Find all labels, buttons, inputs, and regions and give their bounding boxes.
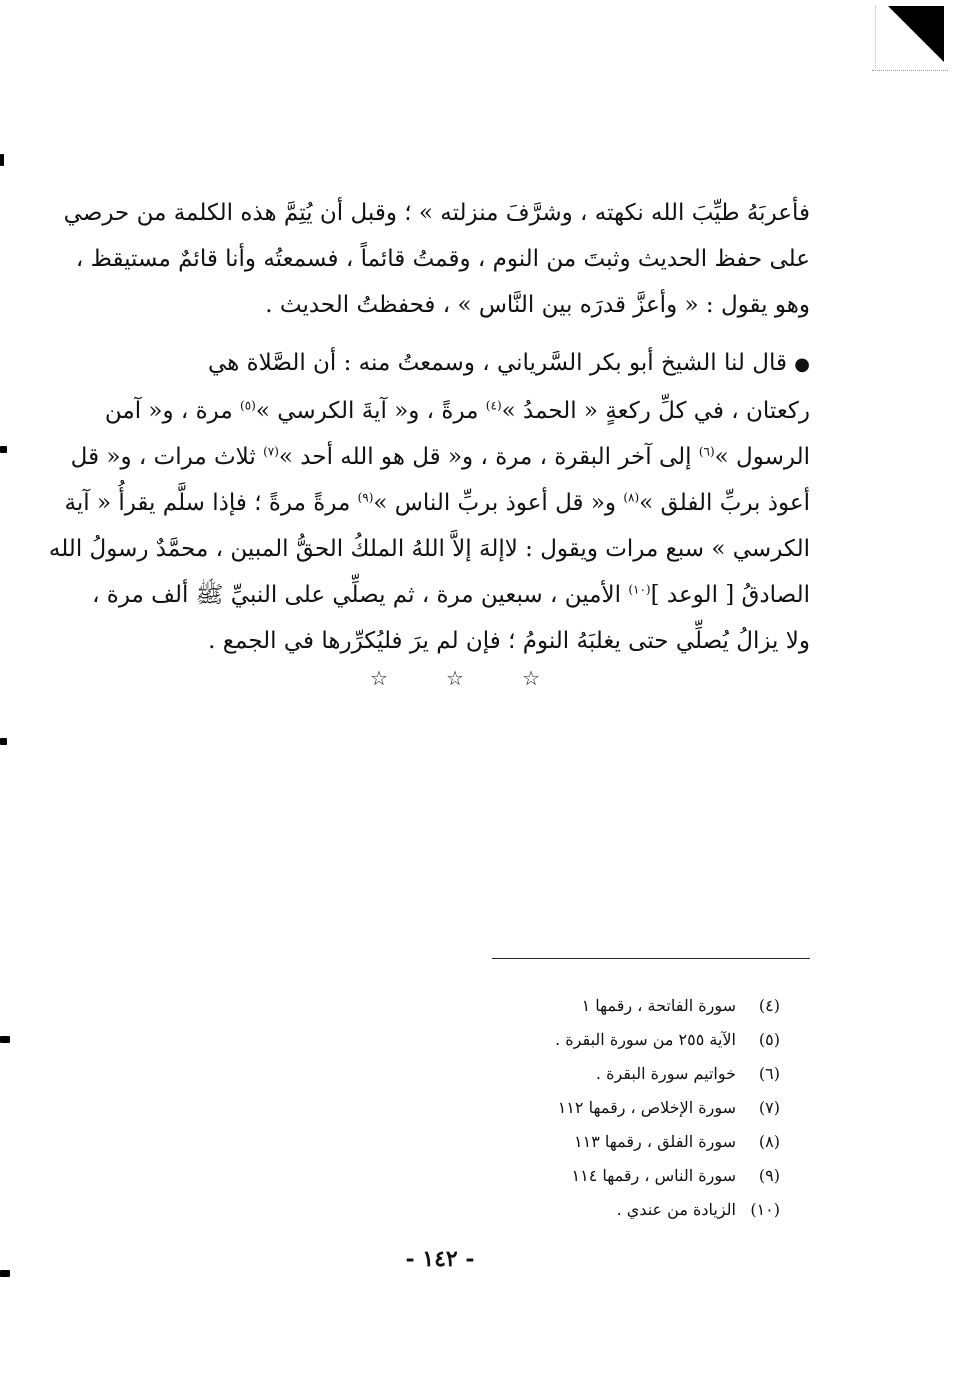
footnote-ref: (٦) — [698, 444, 715, 459]
line-text: الرسول » — [714, 444, 810, 470]
footnote-number: (٩) — [758, 1165, 780, 1185]
scan-corner-mark — [888, 6, 944, 62]
line-text: و« قل أعوذ بربِّ الناس » — [373, 490, 624, 516]
paragraph-line — [92, 572, 810, 618]
scan-dotted-edge — [872, 70, 948, 71]
line-text: إلى آخر البقرة ، مرة ، و« قل هو الله أحد » — [278, 444, 699, 470]
footnote-item — [555, 1124, 780, 1158]
footnote-text: خواتيم سورة البقرة . — [595, 1063, 736, 1083]
line-text: ثلاث مرات ، و« قل — [70, 444, 264, 470]
footnote-text: الآية ٢٥٥ من سورة البقرة . — [555, 1029, 736, 1049]
footnote-item — [555, 1192, 780, 1226]
footnote-ref: (٧) — [263, 444, 279, 459]
footnote-text: سورة الفاتحة ، رقمها ١ — [581, 995, 736, 1015]
binding-mark — [0, 1036, 10, 1043]
star-icon: ☆ — [446, 666, 464, 690]
footnote-ref: (٤) — [485, 398, 502, 413]
body-paragraph-2 — [48, 340, 810, 664]
footnote-item — [555, 1022, 780, 1056]
footnote-ref: (٥) — [240, 398, 256, 413]
body-paragraph-1 — [63, 190, 810, 328]
paragraph-line — [104, 388, 810, 434]
line-text: الكرسي » سبع مرات ويقول : لاإلهَ إلاَّ اللهُ الملكُ الحقُّ المبين ، محمَّدٌ رسولُ الله — [48, 536, 810, 562]
line-text: الصادقُ [ الوعد ] — [650, 582, 810, 608]
footnote-number: (٤) — [758, 995, 780, 1015]
footnote-ref: (٩) — [357, 490, 374, 505]
footnotes-list — [555, 988, 780, 1226]
line-text: ركعتان ، في كلِّ ركعةٍ « الحمدُ » — [501, 398, 810, 424]
star-icon: ☆ — [370, 666, 388, 690]
line-text: أعوذ بربِّ الفلق » — [639, 490, 810, 516]
footnote-number: (١٠) — [750, 1199, 780, 1219]
footnote-item — [555, 1056, 780, 1090]
page-number: - ١٤٢ - — [405, 1246, 475, 1272]
footnote-item — [555, 1158, 780, 1192]
line-text: قال لنا الشيخ أبو بكر السَّرياني ، وسمعتُ منه : أن الصَّلاة هي — [207, 350, 787, 376]
line-text: مرة ، و« آمن — [104, 398, 240, 424]
section-separator — [370, 666, 540, 690]
footnote-text: سورة الإخلاص ، رقمها ١١٢ — [557, 1097, 736, 1117]
footnote-number: (٦) — [758, 1063, 780, 1083]
footnote-item — [555, 1090, 780, 1124]
binding-mark — [0, 1270, 10, 1277]
paragraph-line: فأعربَهُ طيِّبَ الله نكهته ، وشرَّفَ منزلته » ؛ وقبل أن يُتِمَّ هذه الكلمة من حرصي — [63, 200, 810, 226]
paragraph-line — [122, 340, 810, 388]
footnote-number: (٨) — [758, 1131, 780, 1151]
footnote-ref: (١٠) — [628, 582, 651, 597]
paragraph-line — [64, 480, 810, 526]
bullet-icon: ● — [794, 354, 810, 375]
footnote-text: سورة الفلق ، رقمها ١١٣ — [574, 1131, 736, 1151]
paragraph-line: على حفظ الحديث وثبتَ من النوم ، وقمتُ قائماً ، فسمعتُه وأنا قائمٌ مستيقظ ، — [75, 246, 810, 272]
line-text: مرةً ، و« آيةَ الكرسي » — [255, 398, 486, 424]
line-text: الأمين ، سبعين مرة ، ثم يصلِّي على النبيِّ ﷺ ألف مرة ، — [92, 582, 629, 608]
paragraph-line — [122, 618, 810, 664]
line-text: مرةً مرةً ؛ فإذا سلَّم يقرأُ « آية — [64, 490, 358, 516]
footnote-divider — [492, 958, 810, 959]
binding-mark — [0, 446, 7, 453]
footnote-text: الزيادة من عندي . — [616, 1199, 736, 1219]
paragraph-line — [70, 434, 810, 480]
footnote-ref: (٨) — [623, 490, 640, 505]
paragraph-line — [48, 526, 810, 572]
footnote-item — [555, 988, 780, 1022]
line-text: ولا يزالُ يُصلِّي حتى يغلبَهُ النومُ ؛ فإن لم يرَ فليُكرِّرها في الجمع . — [208, 628, 810, 654]
footnote-number: (٥) — [758, 1029, 780, 1049]
binding-mark — [0, 154, 4, 166]
footnote-text: سورة الناس ، رقمها ١١٤ — [571, 1165, 736, 1185]
star-icon: ☆ — [522, 666, 540, 690]
binding-mark — [0, 738, 7, 745]
footnote-number: (٧) — [758, 1097, 780, 1117]
paragraph-line: وهو يقول : « وأعزَّ قدرَه بين النَّاس » ، فحفظتُ الحديث . — [265, 292, 810, 318]
scan-dotted-edge-vertical — [875, 6, 876, 68]
